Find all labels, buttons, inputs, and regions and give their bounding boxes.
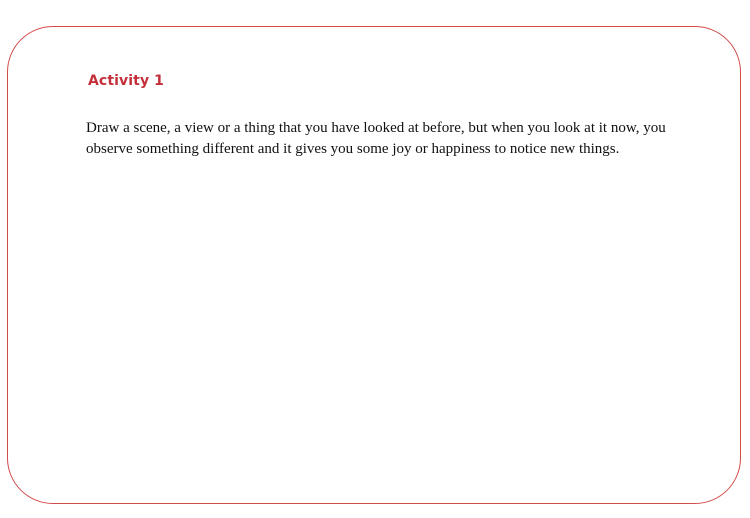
activity-title: Activity 1 — [88, 73, 164, 89]
activity-card — [7, 26, 741, 504]
activity-prompt: Draw a scene, a view or a thing that you have looked at before, but when you look at it now, you observe something different and it gives you some joy or happiness to notice new things. — [86, 120, 666, 157]
